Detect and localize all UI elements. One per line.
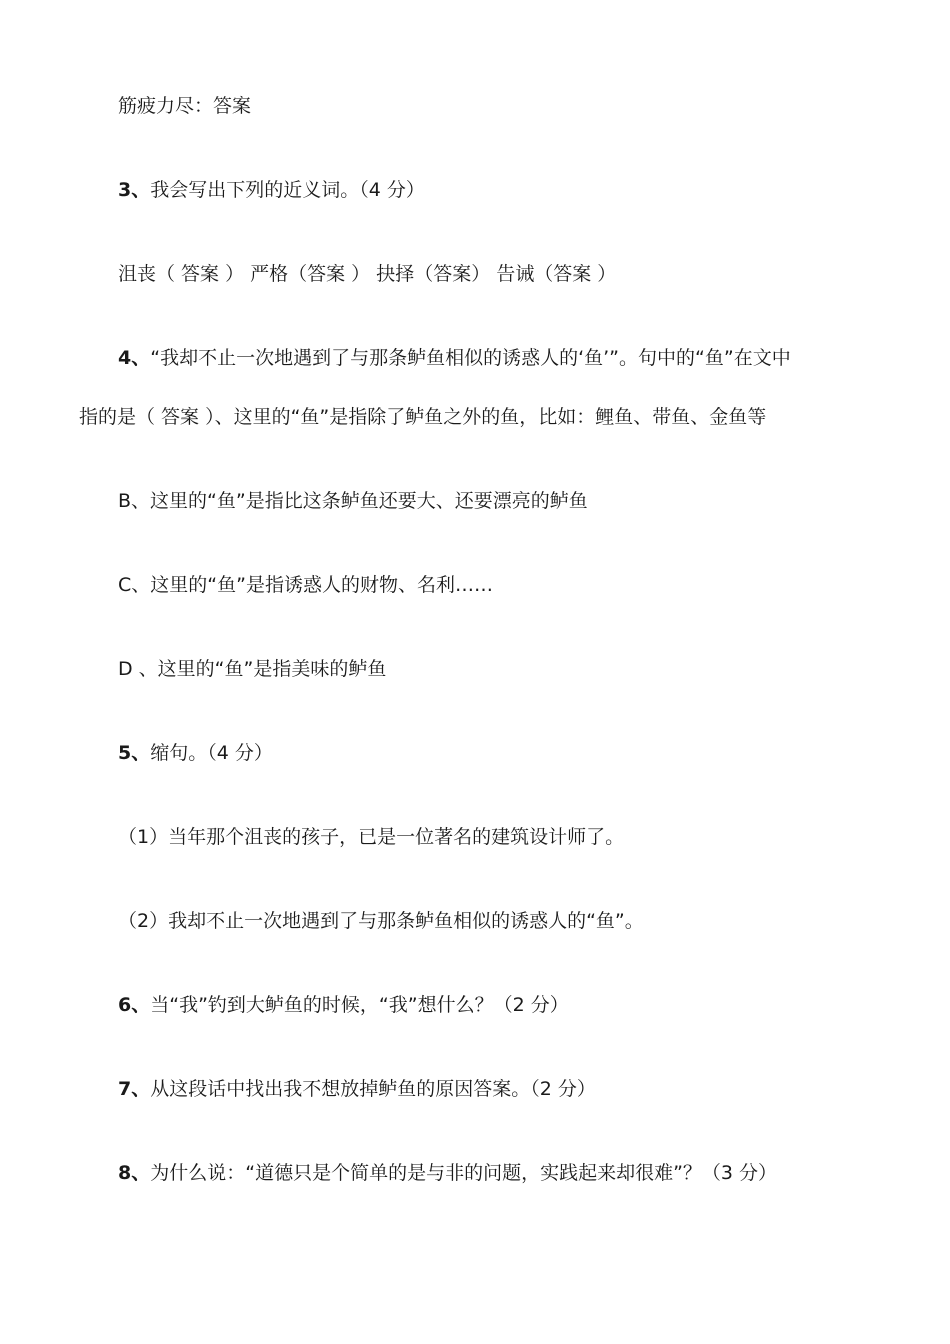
question-4-continuation xyxy=(79,405,766,429)
option-c xyxy=(118,573,493,597)
question-5-item-1 xyxy=(118,825,624,849)
option-text: D 、这里的“鱼”是指美味的鲈鱼 xyxy=(118,658,387,680)
question-7 xyxy=(118,1077,596,1101)
option-text: C、这里的“鱼”是指诱惑人的财物、名利…… xyxy=(118,574,493,596)
question-number: 7、 xyxy=(118,1078,151,1100)
option-text: B、这里的“鱼”是指比这条鲈鱼还要大、还要漂亮的鲈鱼 xyxy=(118,490,588,512)
question-5-item-2 xyxy=(118,909,644,933)
question-text: 为什么说：“道德只是个简单的是与非的问题，实践起来却很难”？（3 分） xyxy=(150,1162,778,1184)
question-6 xyxy=(118,993,569,1017)
option-b xyxy=(118,489,588,513)
item-text: （1）当年那个沮丧的孩子，已是一位著名的建筑设计师了。 xyxy=(118,826,625,848)
question-number: 6、 xyxy=(118,994,151,1016)
answer-line-jinpi xyxy=(118,94,251,118)
synonym-answers xyxy=(118,262,616,286)
question-text: 我会写出下列的近义词。（4 分） xyxy=(150,179,425,201)
question-number: 5、 xyxy=(118,742,151,764)
question-8 xyxy=(118,1161,777,1185)
question-5 xyxy=(118,741,273,765)
option-d xyxy=(118,657,386,681)
line-text: 指的是（ 答案 ）、这里的“鱼”是指除了鲈鱼之外的鱼，比如：鲤鱼、带鱼、金鱼等 xyxy=(79,406,767,428)
line-text: 筋疲力尽：答案 xyxy=(118,95,252,117)
question-4 xyxy=(118,346,791,370)
question-text: 缩句。（4 分） xyxy=(150,742,273,764)
line-text: 沮丧（ 答案 ） 严格（答案 ） 抉择（答案） 告诫（答案 ） xyxy=(118,263,617,285)
question-number: 3、 xyxy=(118,179,151,201)
question-text: 从这段话中找出我不想放掉鲈鱼的原因答案。（2 分） xyxy=(150,1078,596,1100)
question-number: 8、 xyxy=(118,1162,151,1184)
item-text: （2）我却不止一次地遇到了与那条鲈鱼相似的诱惑人的“鱼”。 xyxy=(118,910,644,932)
question-number: 4、 xyxy=(118,347,151,369)
question-3 xyxy=(118,178,425,202)
question-text: 当“我”钓到大鲈鱼的时候，“我”想什么？（2 分） xyxy=(150,994,569,1016)
question-text: “我却不止一次地遇到了与那条鲈鱼相似的诱惑人的‘鱼’”。句中的“鱼”在文中 xyxy=(150,347,791,369)
